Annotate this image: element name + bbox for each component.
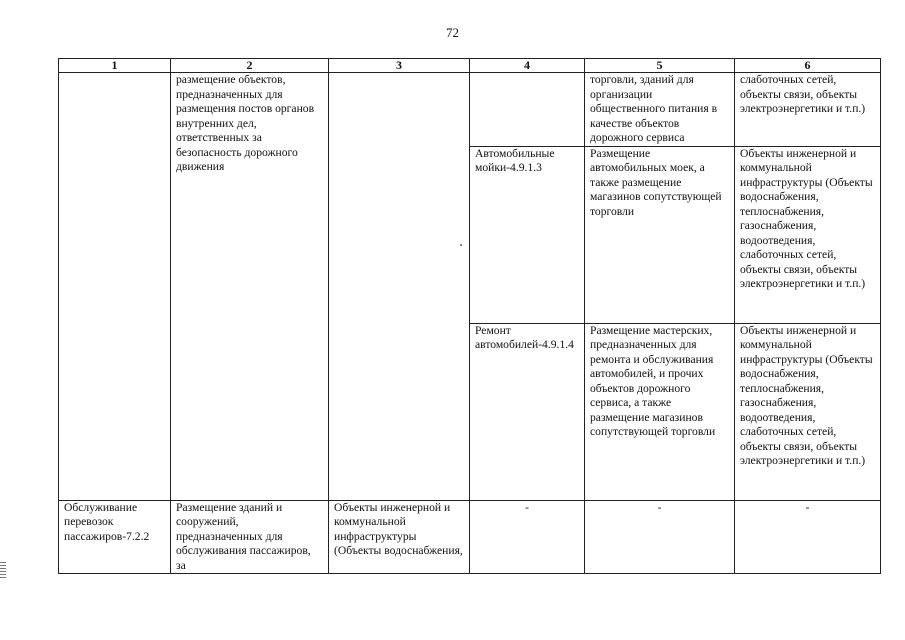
continued-col6-cell: слаботочных сетей, объекты связи, объекты электроэнергетики и т.п.)	[735, 73, 881, 147]
sub-use-name: Ремонт автомобилей-4.9.1.4	[470, 323, 585, 500]
header-row	[59, 59, 881, 73]
sub-use-description: Размещение автомобильных моек, а также размещение магазинов сопутствующей торговли	[585, 146, 735, 323]
sub-use-infrastructure: Объекты инженерной и коммунальной инфраструктуры (Объекты водоснабжения, теплоснабжения, газоснабжения, водоотведения, слаботочных сетей, объекты связи, объекты электроэнергетики и т.п.)	[735, 146, 881, 323]
use-infrastructure	[329, 500, 470, 573]
continued-col5-cell: торговли, зданий для организации общественного питания в качестве объектов дорожного сервиса	[585, 73, 735, 147]
page-number: 72	[446, 25, 459, 40]
zoning-table	[58, 58, 881, 574]
header-cell-6: 6	[735, 59, 881, 73]
use-name-text: Обслуживание перевозок пассажиров-7.2.2	[64, 500, 150, 543]
scan-edge-marks	[0, 562, 6, 578]
header-cell-1: 1	[59, 59, 171, 73]
empty-value: -	[585, 500, 735, 573]
sub-use-infrastructure: Объекты инженерной и коммунальной инфраструктуры (Объекты водоснабжения, теплоснабжения, газоснабжения, водоотведения, слаботочных сетей, объекты связи, объекты электроэнергетики и т.п.)	[735, 323, 881, 500]
continued-col4-cell	[470, 73, 585, 147]
use-description-text: Размещение зданий и сооружений, предназначенных для обслуживания пассажиров, за	[176, 500, 311, 572]
header-cell-4: 4	[470, 59, 585, 73]
empty-value: -	[470, 500, 585, 573]
sub-use-description: Размещение мастерских, предназначенных для ремонта и обслуживания автомобилей, и прочих объектов дорожного сервиса, а также размещение магазинов сопутствующей торговли	[585, 323, 735, 500]
header-cell-3: 3	[329, 59, 470, 73]
sub-use-name: Автомобильные мойки-4.9.1.3	[470, 146, 585, 323]
empty-value: -	[735, 500, 881, 573]
continued-col3-cell	[329, 73, 470, 501]
header-cell-2: 2	[171, 59, 329, 73]
use-name	[59, 500, 171, 573]
use-description	[171, 500, 329, 573]
table-row	[59, 73, 881, 147]
continued-permitted-use-description: размещение объектов, предназначенных для размещения постов органов внутренних дел, ответственных за безопасность дорожного движения	[171, 73, 329, 501]
table-row	[59, 500, 881, 573]
use-infrastructure-text: Объекты инженерной и коммунальной инфраструктуры (Объекты водоснабжения,	[334, 500, 463, 557]
header-cell-5: 5	[585, 59, 735, 73]
continued-col1-cell	[59, 73, 171, 501]
scan-speck	[460, 244, 462, 246]
